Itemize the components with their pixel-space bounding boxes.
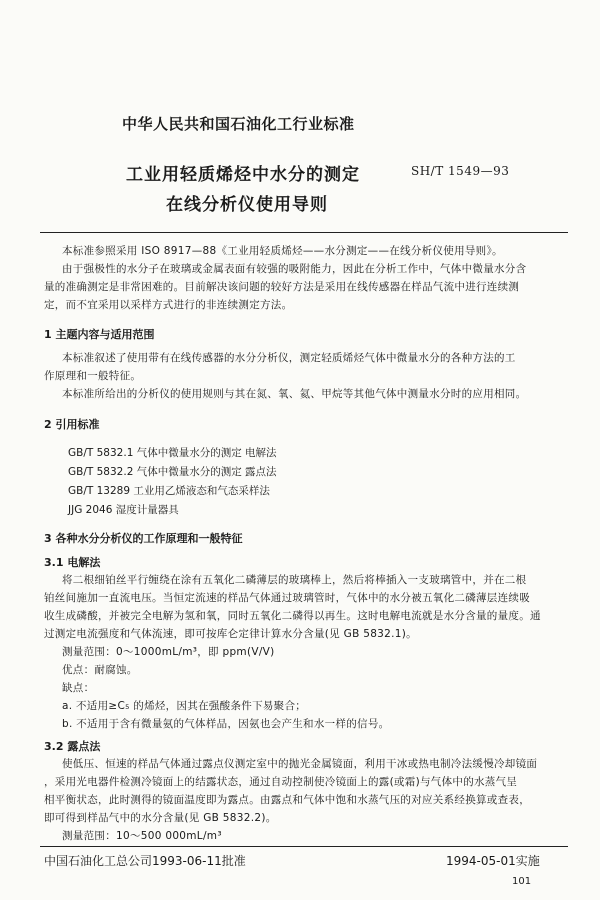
reference-item: GB/T 5832.2 气体中微量水分的测定 露点法 (68, 466, 277, 478)
page-number: 101 (512, 876, 532, 887)
standard-code: SH/T 1549—93 (411, 164, 510, 178)
section-1-line: 本标准所给出的分析仪的使用规则与其在氮、氧、氦、甲烷等其他气体中测量水分时的应用相同。 (62, 388, 527, 400)
section-3-1-line: 收生成磷酸，并被完全电解为氢和氧，同时五氧化二磷得以再生。这时电解电流就是水分含量的量度。通 (44, 610, 541, 622)
section-3-2-line: 即可得到样品气中的水分含量(见 GB 5832.2)。 (44, 812, 277, 824)
section-3-2-line: 相平衡状态，此时测得的镜面温度即为露点。由露点和气体中饱和水蒸气压的对应关系经换算或查表， (44, 794, 530, 806)
section-3-1-line: a. 不适用≥C₅ 的烯烃，因其在强酸条件下易聚合； (62, 700, 307, 712)
approval-note: 中国石油化工总公司1993-06-11批准 (44, 854, 246, 868)
section-3-2-heading: 3.2 露点法 (44, 740, 101, 753)
section-1-line: 本标准叙述了使用带有在线传感器的水分分析仪，测定轻质烯烃气体中微量水分的各种方法的工 (62, 352, 516, 364)
section-2-heading: 2 引用标准 (44, 418, 100, 431)
issuing-organization: 中华人民共和国石油化工行业标准 (122, 115, 355, 133)
section-3-1-line: b. 不适用于含有微量氨的气体样品，因氨也会产生和水一样的信号。 (62, 718, 390, 730)
section-3-1-line: 优点：耐腐蚀。 (62, 664, 138, 676)
section-3-2-line: 测量范围：10～500 000mL/m³ (62, 830, 222, 842)
intro-line: 量的准确测定是非常困难的。目前解决该问题的较好方法是采用在线传感器在样品气流中进行连续测 (44, 281, 520, 293)
section-3-1-line: 测量范围：0～1000mL/m³，即 ppm(V/V) (62, 646, 275, 658)
section-3-heading: 3 各种水分分析仪的工作原理和一般特征 (44, 532, 243, 545)
header-divider (40, 232, 568, 233)
reference-item: GB/T 13289 工业用乙烯液态和气态采样法 (68, 485, 270, 497)
intro-line: 由于强极性的水分子在玻璃或金属表面有较强的吸附能力，因此在分析工作中，气体中微量水分含 (62, 263, 527, 275)
reference-item: JJG 2046 湿度计量器具 (68, 504, 179, 516)
footer-divider (40, 846, 568, 847)
section-3-1-line: 铂丝间施加一直流电压。当恒定流速的样品气体通过玻璃管时，气体中的水分被五氧化二磷薄层连续吸 (44, 592, 530, 604)
intro-line: 本标准参照采用 ISO 8917—88《工业用轻质烯烃——水分测定——在线分析仪使用导则》。 (62, 245, 503, 257)
section-3-2-line: ，采用光电器件检测冷镜面上的结露状态，通过自动控制使冷镜面上的露(或霜)与气体中的水蒸气呈 (44, 776, 518, 788)
section-3-1-line: 过测定电流强度和气体流速，即可按库仑定律计算水分含量(见 GB 5832.1)。 (44, 628, 417, 640)
title-line-1: 工业用轻质烯烃中水分的测定 (126, 165, 360, 185)
title-line-2: 在线分析仪使用导则 (166, 195, 328, 215)
intro-line: 定，而不宜采用以采样方式进行的非连续测定方法。 (44, 299, 293, 311)
section-3-2-line: 使低压、恒速的样品气体通过露点仪测定室中的抛光金属镜面，利用干冰或热电制冷法缓慢冷却镜面 (62, 758, 538, 770)
section-1-line: 作原理和一般特征。 (44, 370, 142, 382)
section-3-1-line: 缺点： (62, 682, 95, 694)
reference-item: GB/T 5832.1 气体中微量水分的测定 电解法 (68, 447, 277, 459)
section-1-heading: 1 主题内容与适用范围 (44, 328, 155, 341)
section-3-1-heading: 3.1 电解法 (44, 556, 101, 569)
effective-date: 1994-05-01实施 (446, 854, 540, 868)
section-3-1-line: 将二根细铂丝平行缠绕在涂有五氧化二磷薄层的玻璃棒上，然后将棒插入一支玻璃管中，并在二根 (62, 574, 527, 586)
